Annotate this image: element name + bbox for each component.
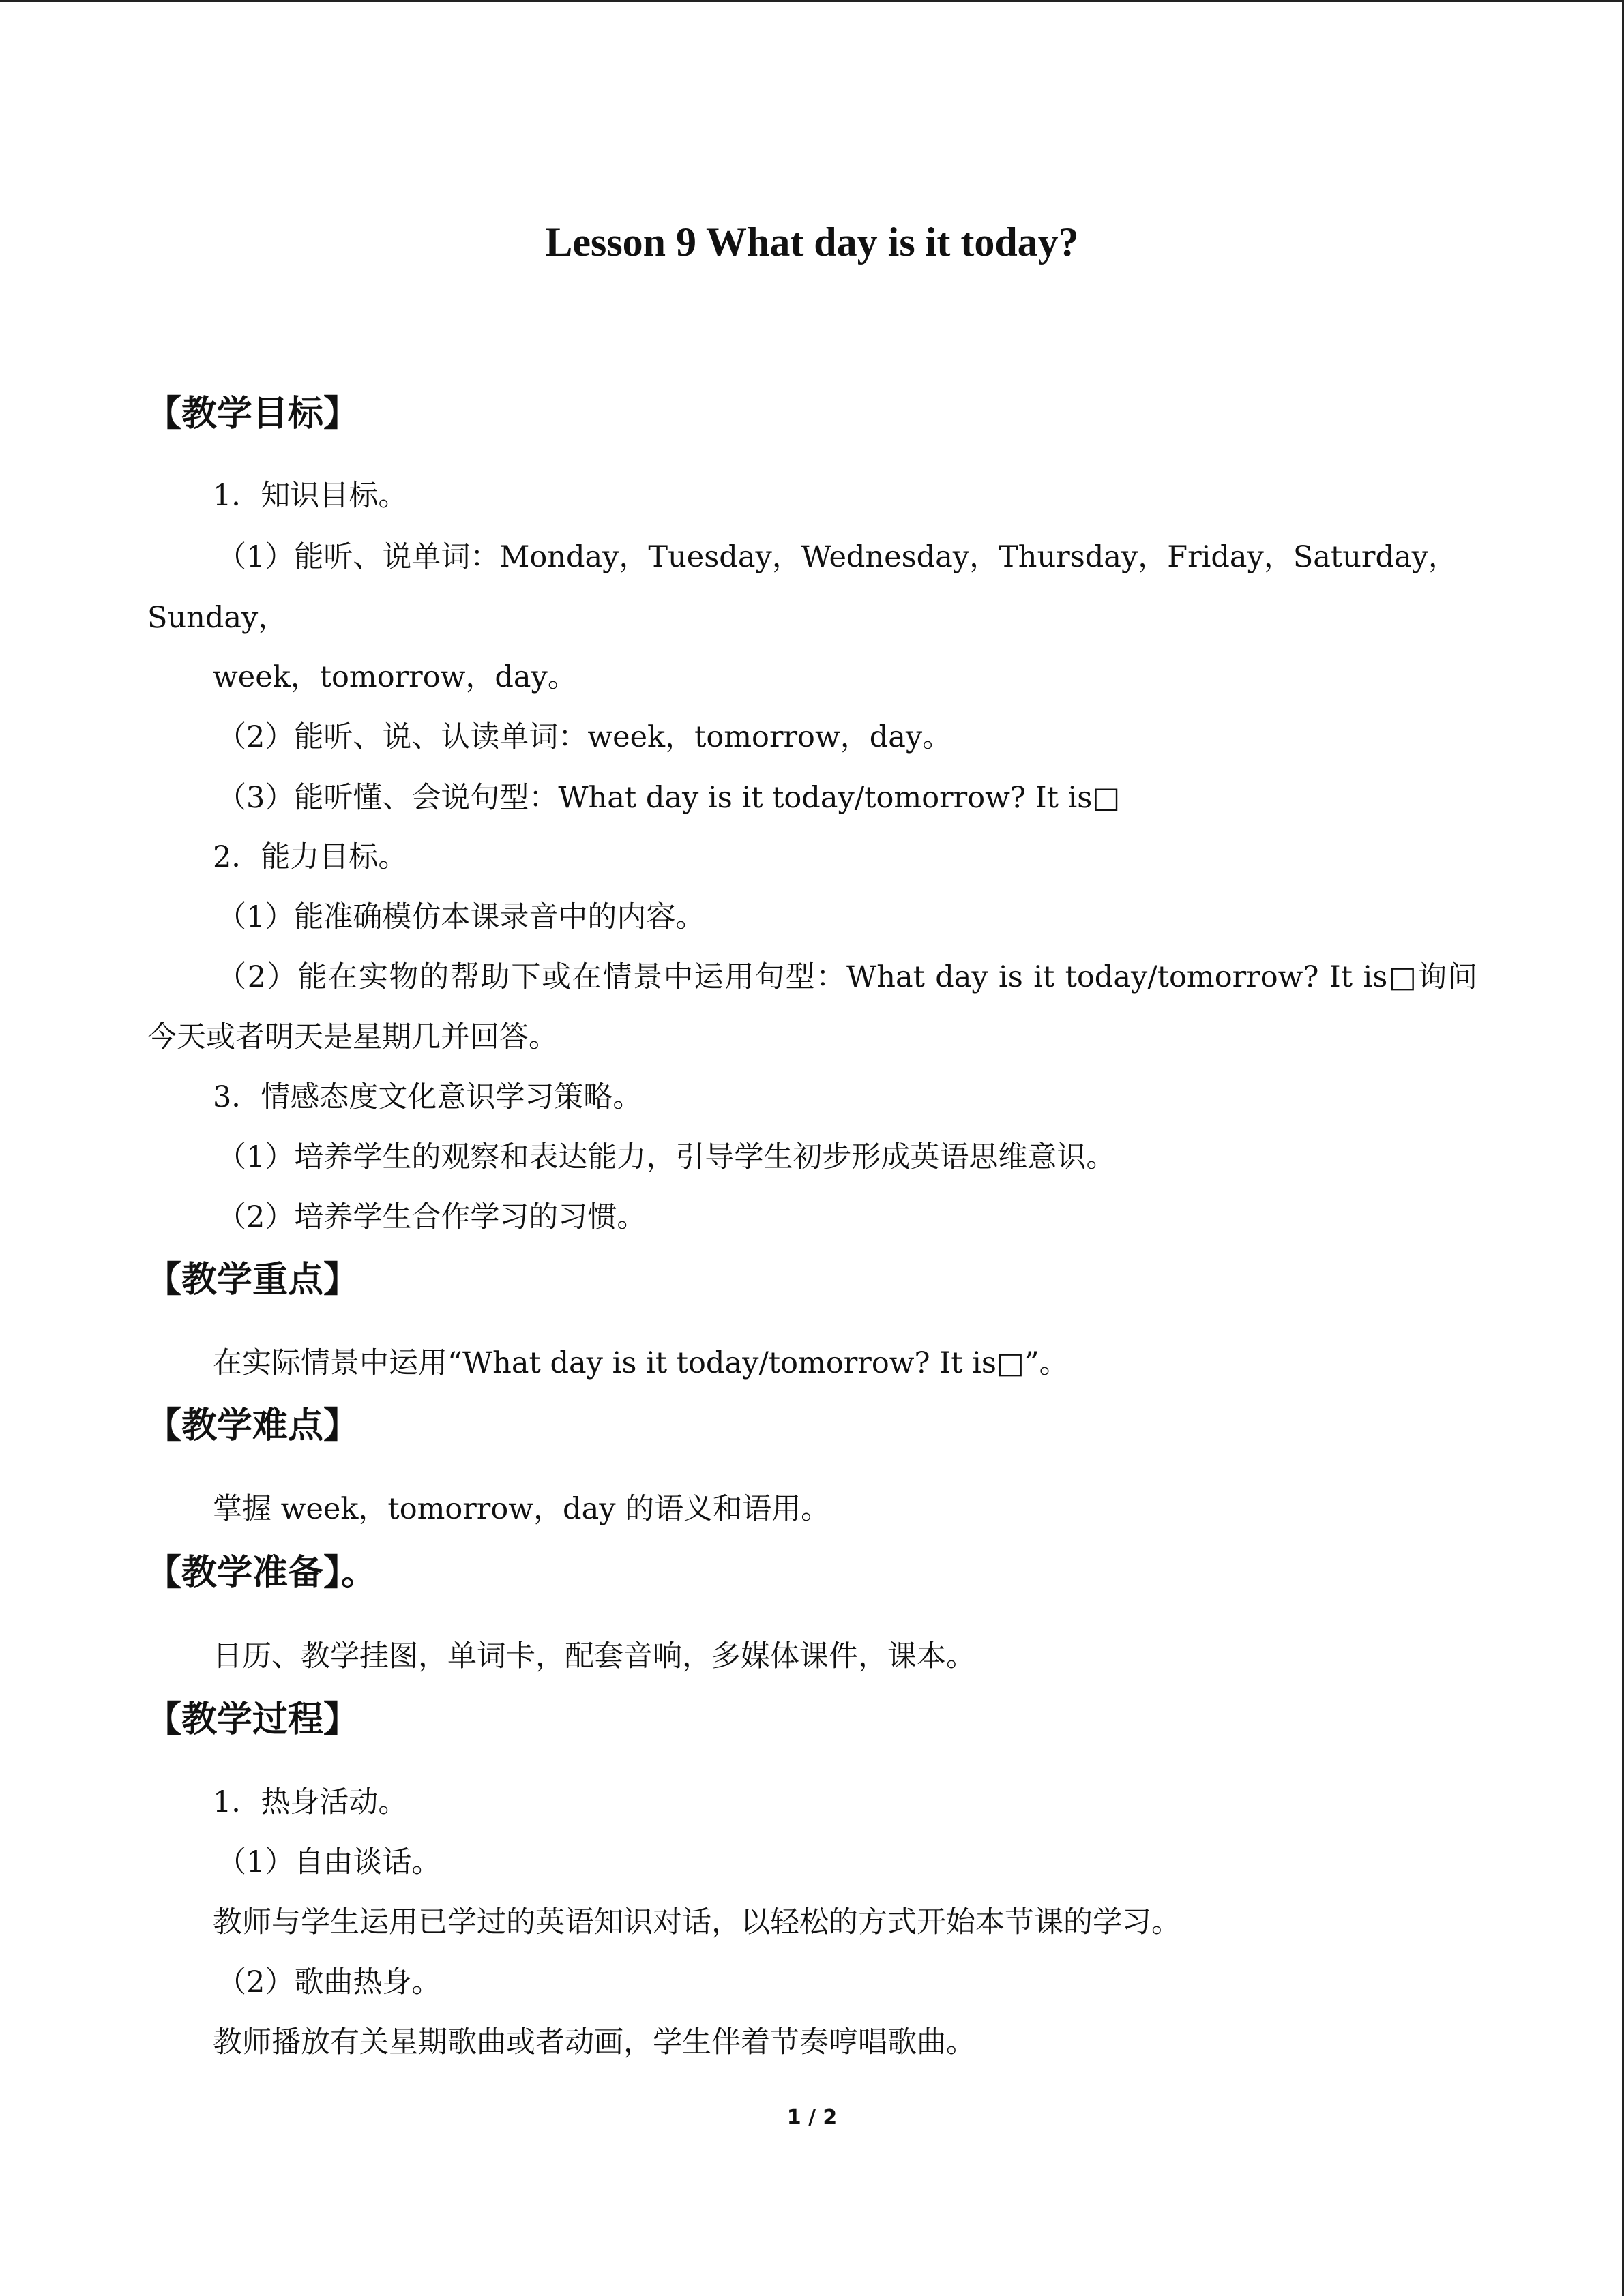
page-number: 1 / 2	[786, 2106, 838, 2130]
process-line-5: 教师播放有关星期歌曲或者动画，学生伴着节奏哼唱歌曲。	[213, 2025, 975, 2059]
objectives-line-2: （1）能听、说单词：Monday，Tuesday，Wednesday，Thursday，Friday，Saturday，	[217, 540, 1458, 574]
process-line-2: （1）自由谈话。	[217, 1845, 441, 1879]
objectives-line-11: 3．情感态度文化意识学习策略。	[213, 1080, 643, 1114]
objectives-line-13: （2）培养学生合作学习的习惯。	[217, 1200, 647, 1234]
difficulties-line-1: 掌握 week，tomorrow，day 的语义和语用。	[213, 1492, 831, 1526]
objectives-line-6: （3）能听懂、会说句型：What day is it today/tomorrow? It is□	[217, 781, 1120, 815]
objectives-line-8: （1）能准确模仿本课录音中的内容。	[217, 900, 705, 934]
process-line-3: 教师与学生运用已学过的英语知识对话，以轻松的方式开始本节课的学习。	[213, 1905, 1181, 1939]
objectives-line-5: （2）能听、说、认读单词：week，tomorrow，day。	[217, 720, 952, 754]
objectives-line-9: （2）能在实物的帮助下或在情景中运用句型：What day is it today/tomorrow? It is□询问	[217, 960, 1477, 994]
section-heading-objectives: 【教学目标】	[146, 393, 359, 434]
process-line-1: 1．热身活动。	[213, 1785, 408, 1819]
objectives-line-3: Sunday，	[147, 601, 288, 635]
preparation-line-1: 日历、教学挂图，单词卡，配套音响，多媒体课件，课本。	[213, 1639, 975, 1673]
objectives-line-1: 1．知识目标。	[213, 479, 408, 513]
section-heading-preparation: 【教学准备】。	[146, 1553, 377, 1594]
document-title: Lesson 9 What day is it today?	[545, 220, 1079, 265]
key-points-line-1: 在实际情景中运用“What day is it today/tomorrow? It is□”。	[213, 1346, 1069, 1380]
objectives-line-7: 2．能力目标。	[213, 840, 408, 874]
objectives-line-10: 今天或者明天是星期几并回答。	[147, 1020, 558, 1054]
process-line-4: （2）歌曲热身。	[217, 1965, 441, 1999]
objectives-line-4: week，tomorrow，day。	[213, 660, 577, 694]
section-heading-process: 【教学过程】	[146, 1699, 359, 1740]
section-heading-key-points: 【教学重点】	[146, 1259, 359, 1300]
objectives-line-12: （1）培养学生的观察和表达能力，引导学生初步形成英语思维意识。	[217, 1140, 1116, 1174]
section-heading-difficulties: 【教学难点】	[146, 1405, 359, 1446]
